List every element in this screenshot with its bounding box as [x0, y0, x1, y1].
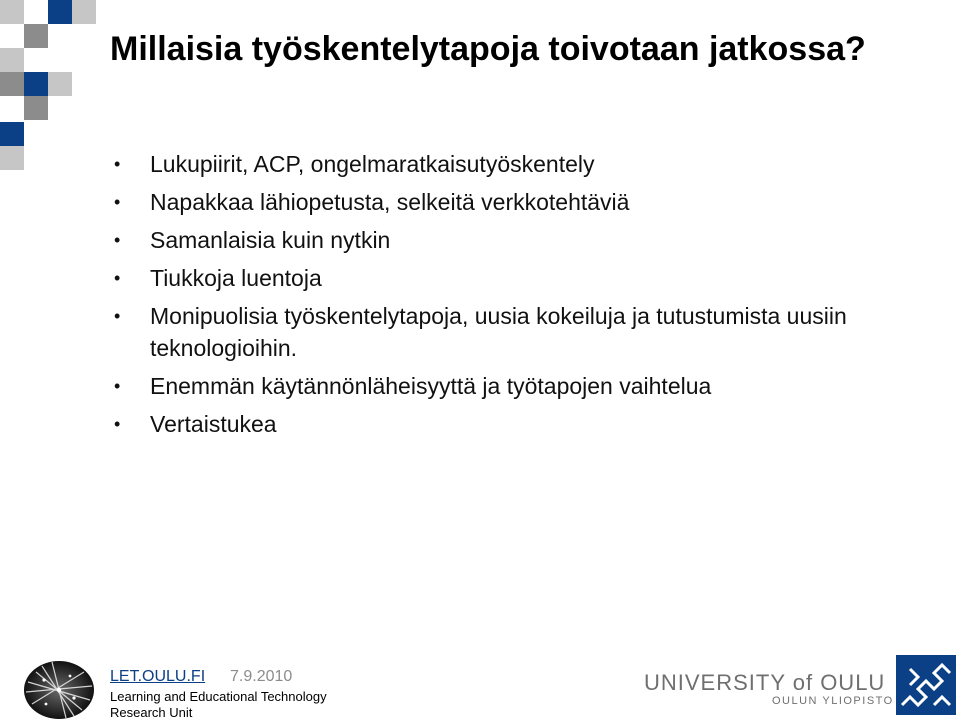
deco-square: [0, 48, 24, 72]
deco-square: [0, 146, 24, 170]
bullet-item: [110, 186, 930, 218]
deco-square: [48, 72, 72, 96]
university-subtitle: OULUN YLIOPISTO: [772, 695, 894, 707]
bullet-icon: •: [114, 268, 121, 288]
bullet-text: Vertaistukea: [150, 411, 277, 437]
deco-square: [0, 0, 24, 24]
bullet-icon: •: [114, 230, 121, 250]
deco-square: [0, 72, 24, 96]
deco-square: [24, 96, 48, 120]
footer-date: 7.9.2010: [230, 668, 293, 685]
deco-square: [48, 0, 72, 24]
deco-square: [0, 122, 24, 146]
bullet-item: [110, 224, 930, 256]
bullet-item: [110, 148, 930, 180]
bullet-icon: •: [114, 376, 121, 396]
network-globe-logo: [22, 660, 96, 720]
deco-square: [24, 72, 48, 96]
bullet-text: Tiukkoja luentoja: [150, 265, 322, 291]
university-name: UNIVERSITY of OULU: [644, 670, 886, 695]
bullet-icon: •: [114, 306, 121, 326]
bullet-icon: •: [114, 192, 121, 212]
bullet-item: [110, 300, 930, 364]
bullet-text: Monipuolisia työskentelytapoja, uusia kokeiluja ja tutustumista uusiin teknologioihin.: [150, 303, 847, 361]
bullet-list: [110, 148, 930, 446]
bullet-item: [110, 370, 930, 402]
footer-link[interactable]: LET.OULU.FI: [110, 668, 206, 685]
bullet-text: Napakkaa lähiopetusta, selkeitä verkkotehtäviä: [150, 189, 630, 215]
checkered-squares-decoration: [0, 0, 110, 180]
bullet-item: [110, 262, 930, 294]
bullet-text: Lukupiirit, ACP, ongelmaratkaisutyöskentely: [150, 151, 595, 177]
bullet-icon: •: [114, 154, 121, 174]
bullet-item: [110, 408, 930, 440]
bullet-icon: •: [114, 414, 121, 434]
slide-title: Millaisia työskentelytapoja toivotaan jatkossa?: [110, 30, 866, 68]
university-emblem-icon: [896, 655, 956, 715]
deco-square: [24, 24, 48, 48]
footer-unit: Learning and Educational Technology Research Unit: [110, 689, 327, 720]
bullet-text: Enemmän käytännönläheisyyttä ja työtapojen vaihtelua: [150, 373, 712, 399]
deco-square: [72, 0, 96, 24]
bullet-text: Samanlaisia kuin nytkin: [150, 227, 391, 253]
